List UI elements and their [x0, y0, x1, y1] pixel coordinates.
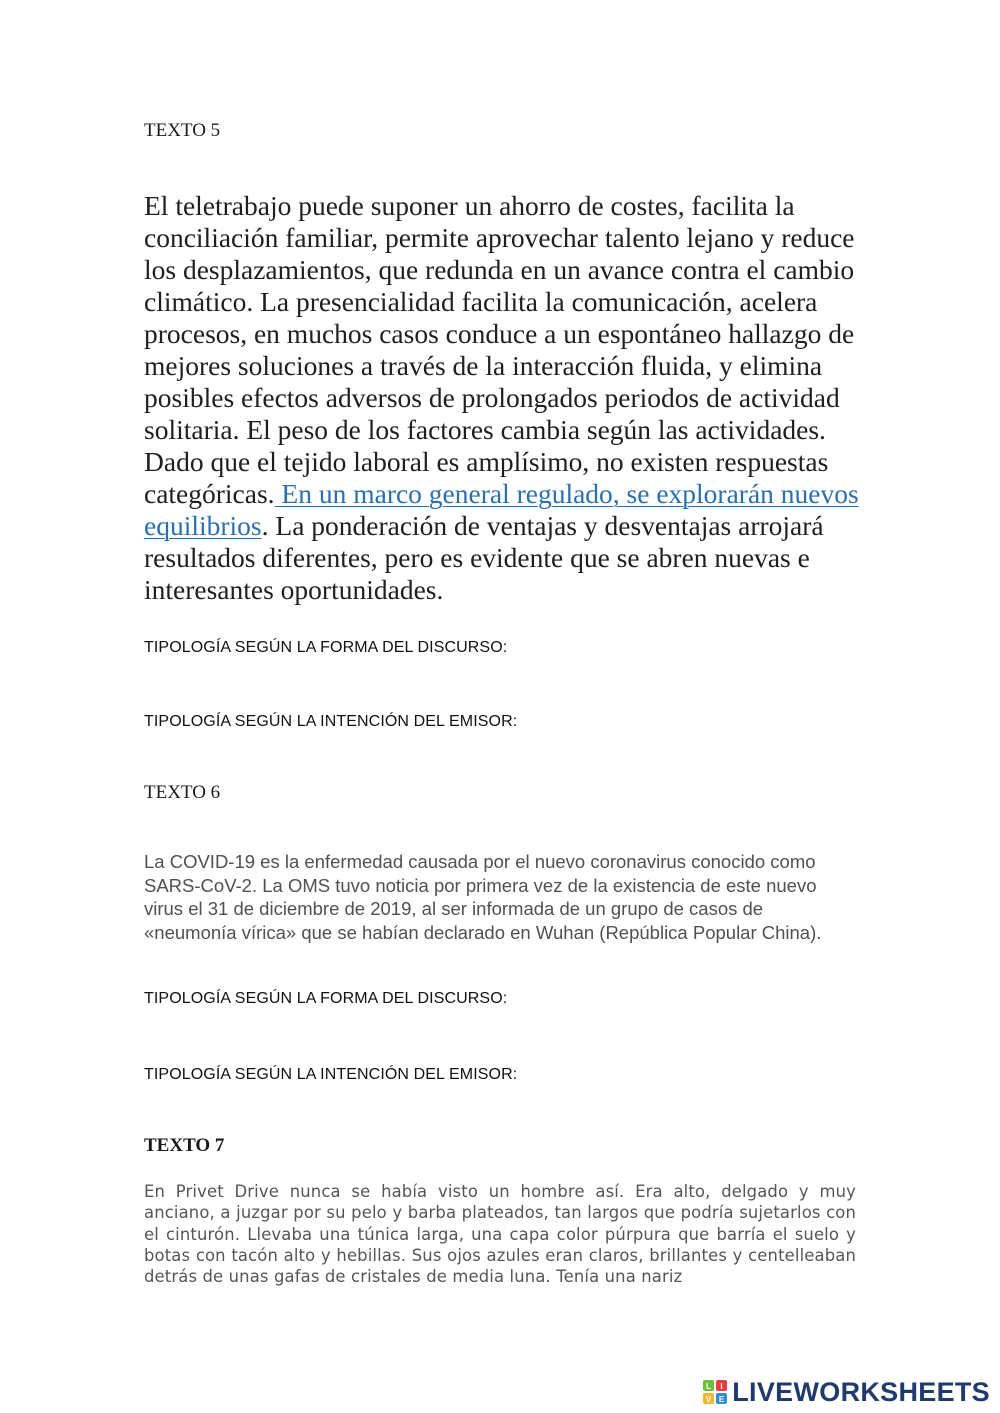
texto5-body-end: . La ponderación de ventajas y desventajas arrojará resultados diferentes, pero es evidente que se abren nuevas e interesantes oportunidades. — [144, 510, 824, 605]
texto5-question-intent: TIPOLOGÍA SEGÚN LA INTENCIÓN DEL EMISOR: — [144, 713, 518, 730]
texto5-body-start: El teletrabajo puede suponer un ahorro de costes, facilita la conciliación familiar, permite aprovechar talento lejano y reduce los desplazamientos, que redunda en un avance contra el cambio climático. La presencialidad facilita la comunicación, acelera procesos, en muchos casos conduce a un espontáneo hallazgo de mejores soluciones a través de la interacción fluida, y elimina posibles efectos adversos de prolongados periodos de actividad solitaria. El peso de los factores cambia según las actividades. Dado que el tejido laboral es amplísimo, no existen respuestas categóricas. — [144, 190, 855, 509]
texto6-paragraph: La COVID-19 es la enfermedad causada por el nuevo coronavirus conocido como SARS-CoV-2. La OMS tuvo noticia por primera vez de la existencia de este nuevo virus el 31 de diciembre de 2019, al ser informada de un grupo de casos de «neumonía vírica» que se habían declarado en Wuhan (República Popular China). — [144, 851, 822, 943]
texto5-question-form: TIPOLOGÍA SEGÚN LA FORMA DEL DISCURSO: — [144, 639, 508, 656]
texto5-paragraph — [144, 190, 864, 606]
texto5-heading: TEXTO 5 — [144, 120, 221, 141]
svg-text:V: V — [706, 1395, 712, 1404]
svg-text:E: E — [719, 1395, 725, 1404]
svg-text:I: I — [720, 1382, 723, 1391]
texto7-paragraph: En Privet Drive nunca se había visto un hombre así. Era alto, delgado y muy anciano, a juzgar por su pelo y barba plateados, tan largos que podría sujetarlos con el cinturón. Llevaba una túnica larga, una capa color púrpura que barría el suelo y botas con tacón alto y hebillas. Sus ojos azules eran claros, brillantes y centelleaban detrás de unas gafas de cristales de media luna. Tenía una nariz — [144, 1182, 856, 1287]
liveworksheets-brand — [702, 1377, 990, 1407]
texto6-heading: TEXTO 6 — [144, 782, 221, 803]
liveworksheets-logo-icon — [702, 1379, 728, 1405]
texto7-heading: TEXTO 7 — [144, 1135, 225, 1156]
texto6-question-intent: TIPOLOGÍA SEGÚN LA INTENCIÓN DEL EMISOR: — [144, 1066, 518, 1083]
svg-text:L: L — [706, 1382, 712, 1391]
texto5-body-link[interactable]: En un marco general regulado, se explorarán nuevos equilibrios — [144, 478, 859, 541]
liveworksheets-wordmark: LIVEWORKSHEETS — [732, 1376, 990, 1407]
texto6-question-form: TIPOLOGÍA SEGÚN LA FORMA DEL DISCURSO: — [144, 990, 508, 1007]
